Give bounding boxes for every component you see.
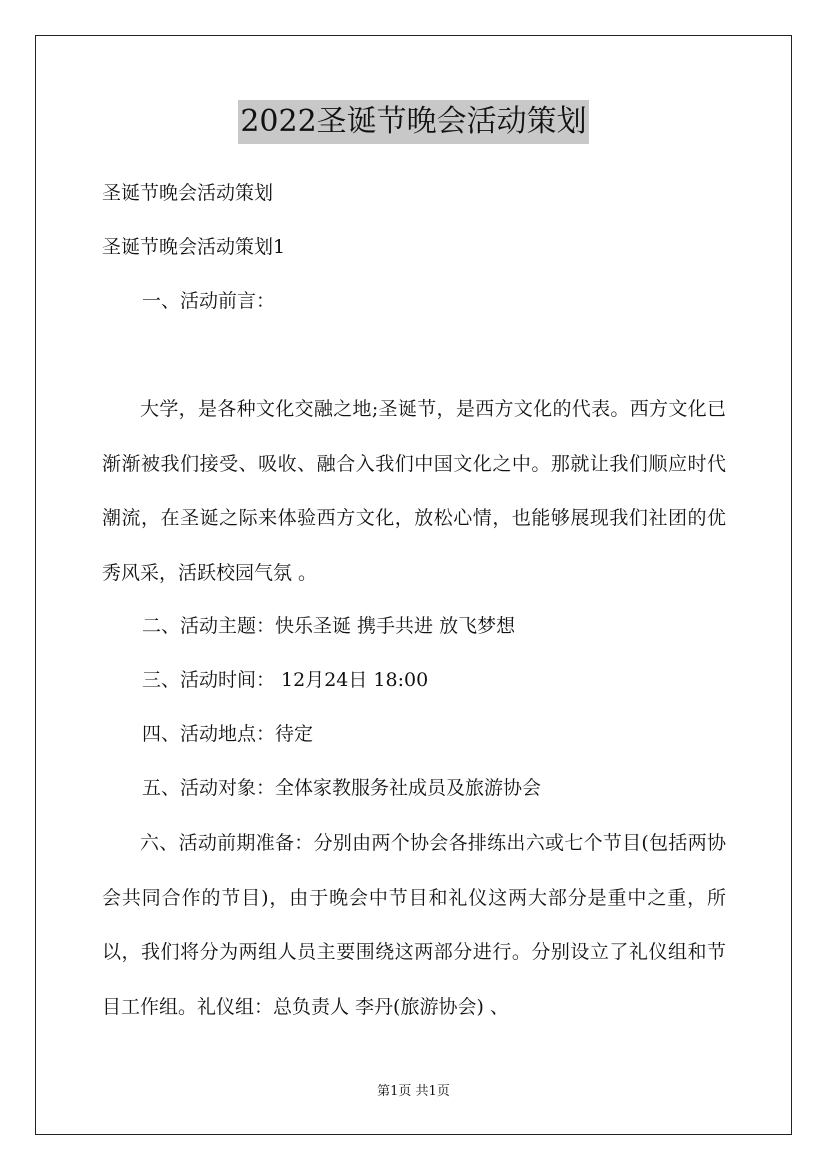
location-line: 四、活动地点：待定	[142, 723, 314, 745]
document-title: 2022圣诞节晚会活动策划	[238, 100, 588, 144]
title-container	[0, 100, 827, 144]
section-one-title: 一、活动前言：	[142, 290, 276, 312]
time-line: 三、活动时间： 12月24日 18:00	[142, 669, 429, 691]
page-footer: 第1页 共1页	[377, 1084, 450, 1099]
theme-line: 二、活动主题：快乐圣诞 携手共进 放飞梦想	[142, 615, 516, 637]
preparation-paragraph: 六、活动前期准备：分别由两个协会各排练出六或七个节目(包括两协会共同合作的节目)，由于晚会中节目和礼仪这两大部分是重中之重，所以，我们将分为两组人员主要围绕这两部分进行。分别设立了礼仪组和节目工作组。礼仪组：总负责人 李丹(旅游协会) 、	[102, 832, 726, 1018]
document-heading: 圣诞节晚会活动策划	[102, 182, 274, 204]
intro-paragraph: 大学，是各种文化交融之地;圣诞节，是西方文化的代表。西方文化已渐渐被我们接受、吸收、融合入我们中国文化之中。那就让我们顺应时代潮流，在圣诞之际来体验西方文化，放松心情，也能够展现我们社团的优秀风采，活跃校园气氛 。	[102, 398, 726, 584]
document-subheading: 圣诞节晚会活动策划1	[102, 236, 286, 258]
target-line: 五、活动对象：全体家教服务社成员及旅游协会	[142, 777, 542, 799]
